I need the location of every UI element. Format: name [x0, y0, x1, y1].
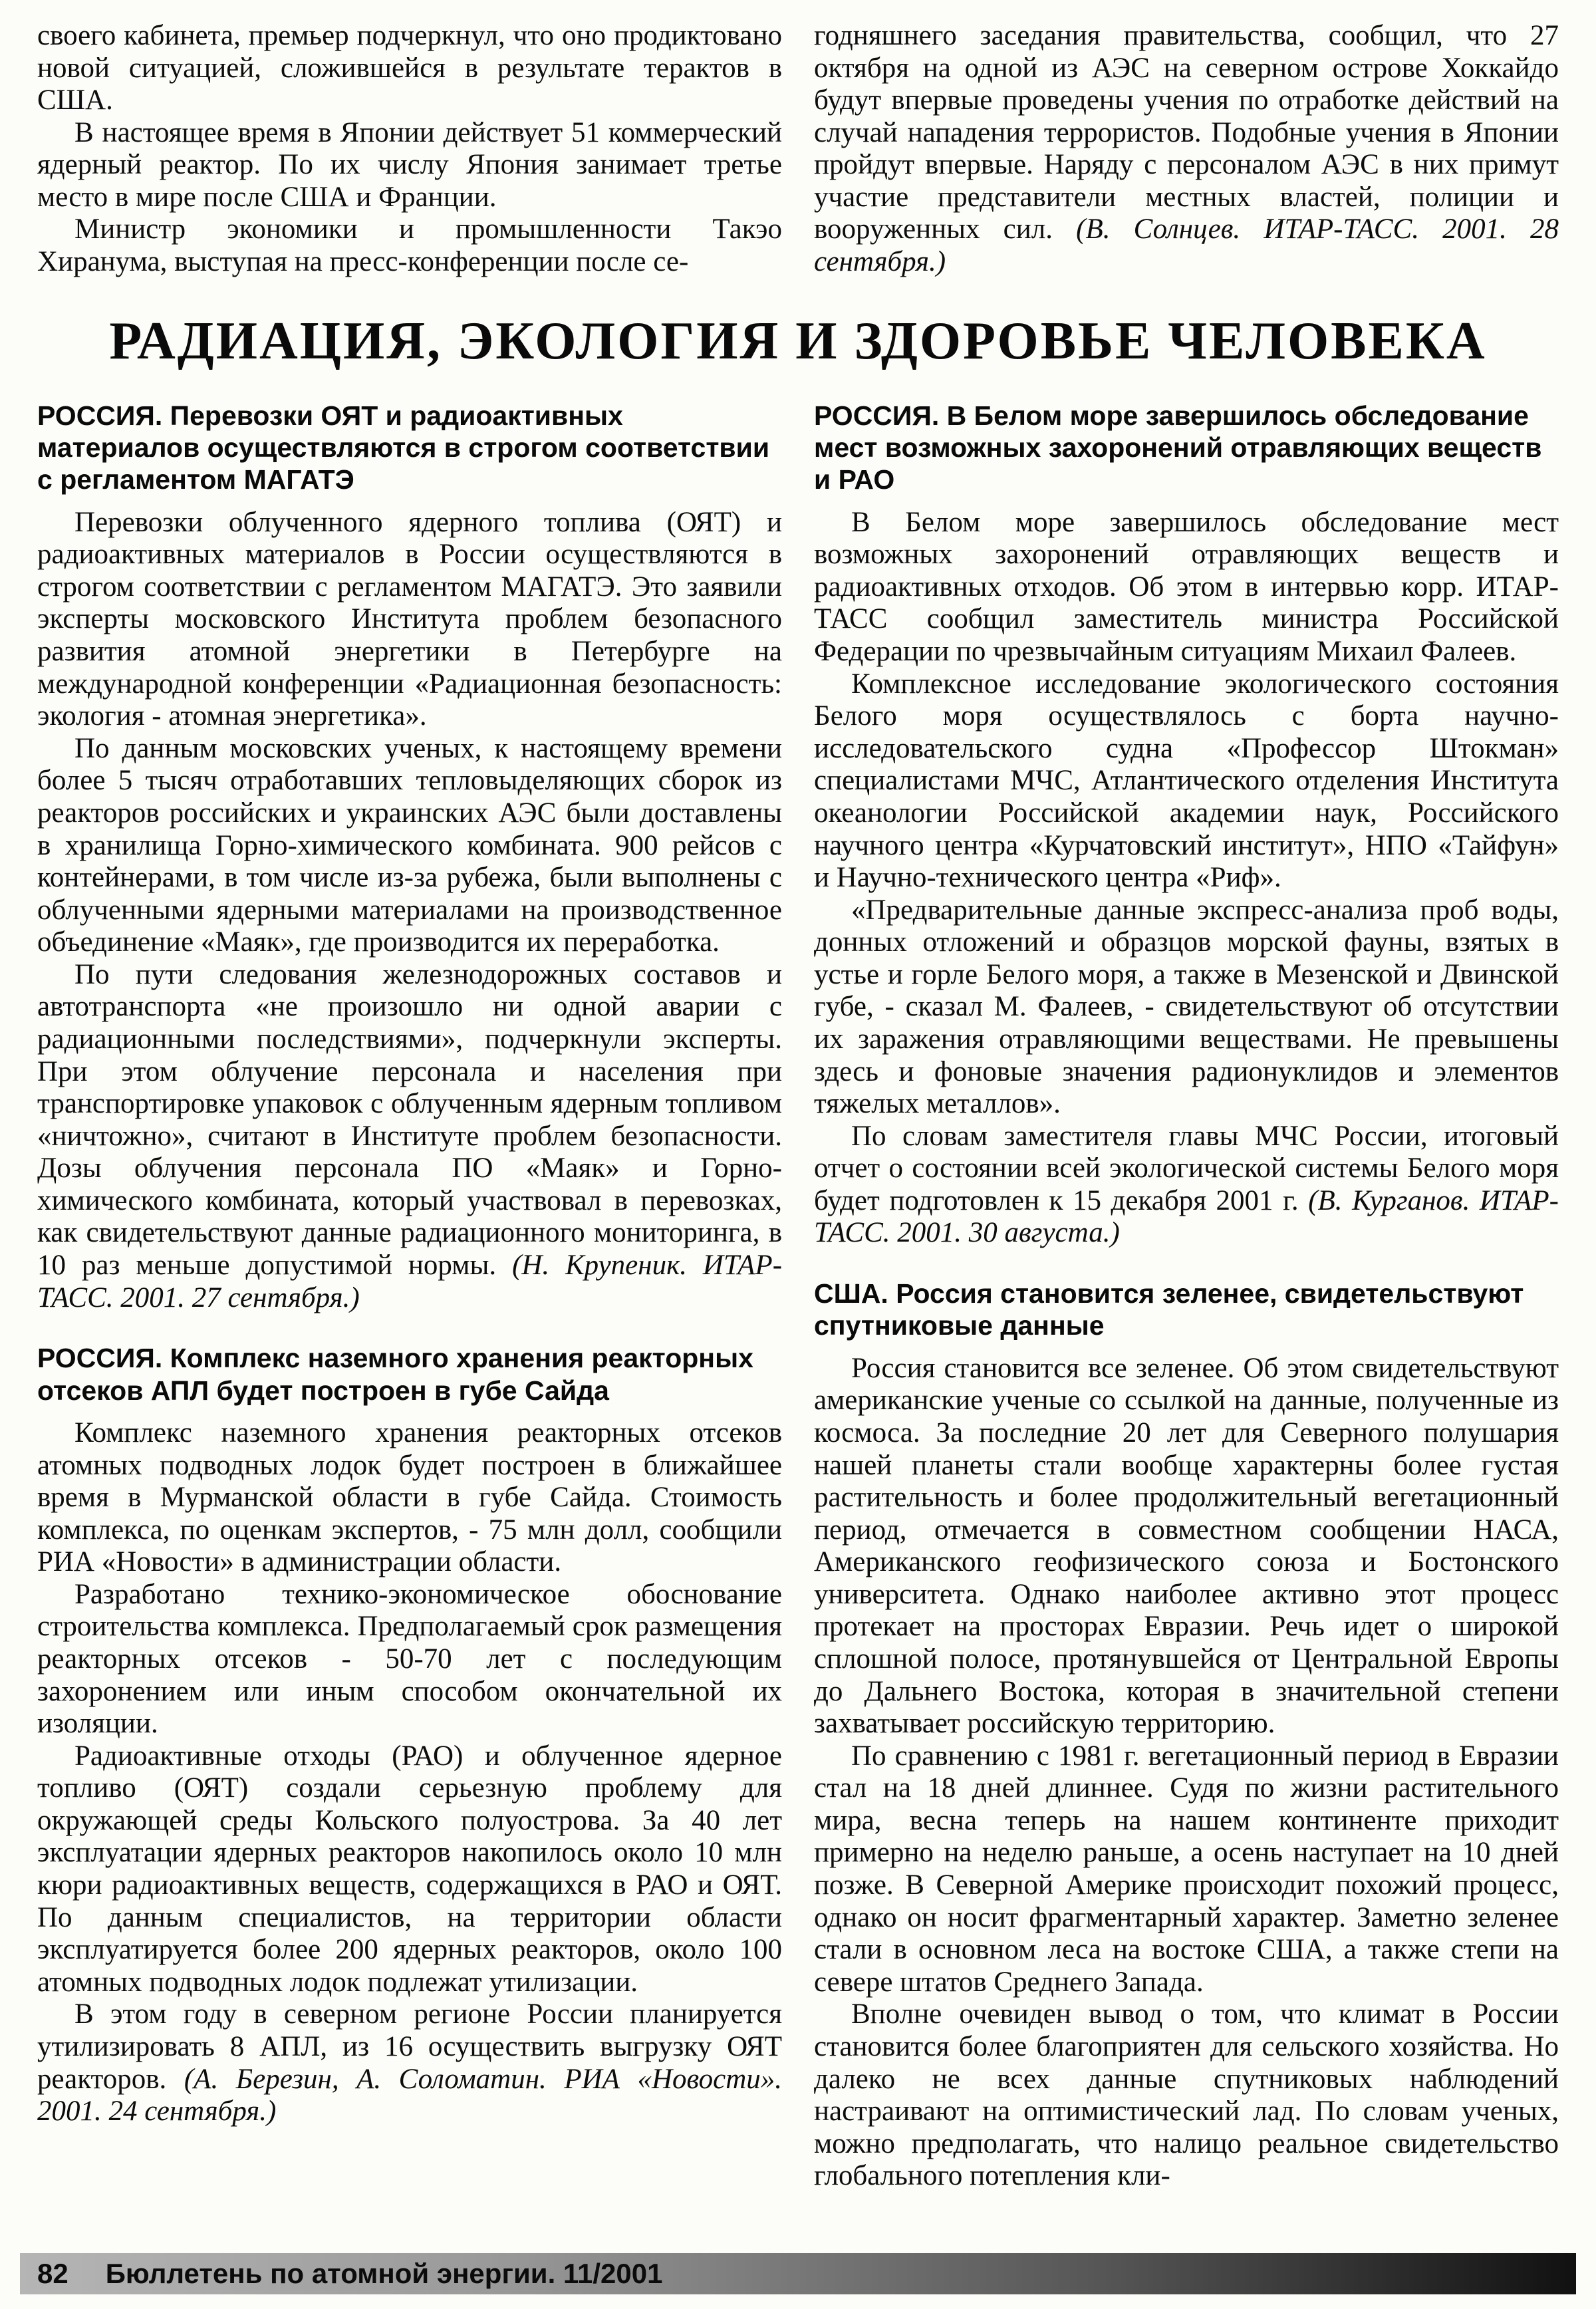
paragraph-text: Радиоактивные отходы (РАО) и облученное ядерное топливо (ОЯТ) создали серьезную проблему для окружающей среды Кольского полуострова. За 40 лет эксплуатации ядерных реакторов накопилось около 10 млн кюри радиоактивных веществ, содержащихся в РАО и ОЯТ. По данным специалистов, на территории области эксплуатируется более 200 ядерных реакторов, около 100 атомных подводных лодок подлежат утилизации.: [37, 1740, 782, 1998]
article-paragraph: [37, 507, 782, 733]
article-paragraph: [814, 507, 1559, 668]
article-paragraph: [814, 894, 1559, 1121]
paragraph-text: Комплексное исследование экологического состояния Белого моря осуществлялось с борта научно-исследовательского судна «Профессор Штокман» специалистами МЧС, Атлантического отделения Института океанологии Российской академии наук, Российского научного центра «Курчатовский институт», НПО «Тайфун» и Научно-технического центра «Риф».: [814, 668, 1559, 894]
footer-title: Бюллетень по атомной энергии. 11/2001: [105, 2258, 663, 2289]
article-paragraph: [814, 1353, 1559, 1740]
paragraph-text: Перевозки облученного ядерного топлива (ОЯТ) и радиоактивных материалов в России осуществляются в строгом соответствии с регламентом МАГАТЭ. Это заявили эксперты московского Института проблем безопасного развития атомной энергетики в Петербурге на международной конференции «Радиационная безопасность: экология - атомная энергетика».: [37, 506, 782, 732]
article-paragraph: [814, 1121, 1559, 1250]
article-heading: РОССИЯ. Перевозки ОЯТ и радиоактивных материалов осуществляются в строгом соответствии с регламентом МАГАТЭ: [37, 400, 770, 495]
article-beloe-more: [814, 400, 1559, 1250]
article-paragraph: [37, 1579, 782, 1740]
paragraph-text: годняшнего заседания правительства, сообщил, что 27 октября на одной из АЭС на северном острове Хоккайдо будут впервые проведены учения по отработке действий на случай нападения террористов. Подобные учения в Японии пройдут впервые. Наряду с персоналом АЭС в них примут участие представители местных властей, полиции и вооруженных сил.: [814, 20, 1559, 245]
article-paragraph: [814, 1740, 1559, 1999]
article-paragraph: [37, 1740, 782, 1999]
paragraph-text: своего кабинета, премьер подчеркнул, что оно продиктовано новой ситуацией, сложившейся в результате терактов в США.: [37, 20, 782, 116]
article-paragraph: [814, 668, 1559, 894]
paragraph-text: По пути следования железнодорожных составов и автотранспорта «не произошло ни одной аварии с радиационными последствиями», подчеркнули эксперты. При этом облучение персонала и населения при транспортировке упаковок с облученным ядерным топливом «ничтожно», считают в Институте проблем безопасности. Дозы облучения персонала ПО «Маяк» и Горно-химического комбината, который участвовал в перевозках, как свидетельствуют данные радиационного мониторинга, в 10 раз меньше допустимой нормы.: [37, 958, 782, 1282]
article-paragraph: [37, 959, 782, 1314]
paragraph-text: Вполне очевиден вывод о том, что климат в России становится более благоприятен для сельского хозяйства. Но далеко не всех данные спутниковых наблюдений настраивают на оптимистический лад. По словам ученых, можно предполагать, что налицо реальное свидетельство глобального потепления кли-: [814, 1998, 1559, 2192]
citation: (В. Солнцев. ИТАР-ТАСС. 2001. 28 сентября.): [814, 213, 1559, 278]
citation: (Н. Крупеник. ИТАР-ТАСС. 2001. 27 сентября.): [37, 1250, 783, 1313]
paragraph-text: По словам заместителя главы МЧС России, итоговый отчет о состоянии всей экологической системы Белого моря будет подготовлен к 15 декабря 2001 г.: [814, 1120, 1559, 1216]
intro-paragraph: [37, 213, 782, 278]
citation: (А. Березин, А. Соломатин. РИА «Новости». 2001. 24 сентября.): [37, 2063, 783, 2127]
paragraph-text: В этом году в северном регионе России планируется утилизировать 8 АПЛ, из 16 осуществить выгрузку ОЯТ реакторов.: [37, 1998, 782, 2095]
footer-bar: [20, 2253, 1576, 2294]
citation: (В. Курганов. ИТАР-ТАСС. 2001. 30 августа.): [814, 1184, 1559, 1249]
section-title: РАДИАЦИЯ, ЭКОЛОГИЯ И ЗДОРОВЬЕ ЧЕЛОВЕКА: [109, 311, 1487, 370]
paragraph-text: По сравнению с 1981 г. вегетационный период в Евразии стал на 18 дней длиннее. Судя по жизни растительного мира, весна теперь на нашем континенте приходит примерно на неделю раньше, а осень наступает на 10 дней позже. В Северной Америке происходит похожий процесс, однако он носит фрагментарный характер. Заметно зеленее стали в основном леса на востоке США, а также степи на севере штатов Среднего Запада.: [814, 1740, 1559, 1998]
left-column: [37, 400, 782, 2193]
article-heading: США. Россия становится зеленее, свидетельствуют спутниковые данные: [814, 1278, 1524, 1341]
intro-left-column: [37, 20, 782, 279]
paragraph-text: В Белом море завершилось обследование мест возможных захоронений отравляющих веществ и радиоактивных отходов. Об этом в интервью корр. ИТАР-ТАСС сообщил заместитель министра Российской Федерации по чрезвычайным ситуациям Михаил Фалеев.: [814, 506, 1559, 668]
article-heading: РОССИЯ. В Белом море завершилось обследование мест возможных захоронений отравляющих веществ и РАО: [814, 400, 1542, 495]
article-paragraph: [814, 1998, 1559, 2192]
article-paragraph: [37, 1417, 782, 1579]
paragraph-text: В настоящее время в Японии действует 51 коммерческий ядерный реактор. По их числу Япония занимает третье место в мире после США и Франции.: [37, 116, 782, 213]
article-paragraph: [37, 1998, 782, 2127]
article-paragraph: [37, 733, 782, 959]
intro-right-column: [814, 20, 1559, 279]
paragraph-text: По данным московских ученых, к настоящему времени более 5 тысяч отработавших тепловыделяющих сборок из реакторов российских и украинских АЭС были доставлены в хранилища Горно-химического комбината. 900 рейсов с контейнерами, в том числе из-за рубежа, были выполнены с облученными ядерными материалами на производственное объединение «Маяк», где производится их переработка.: [37, 732, 782, 958]
article-sayda-complex: [37, 1342, 782, 2127]
article-usa-greener: [814, 1278, 1559, 2193]
intro-paragraph: [37, 117, 782, 214]
intro-paragraph: [814, 20, 1559, 279]
intro-paragraph: [37, 20, 782, 117]
articles-section: [37, 400, 1559, 2193]
right-column: [814, 400, 1559, 2193]
page-number: 82: [37, 2258, 68, 2289]
paragraph-text: Разработано технико-экономическое обоснование строительства комплекса. Предполагаемый срок размещения реакторных отсеков - 50-70 лет с последующим захоронением или иным способом окончательной их изоляции.: [37, 1578, 782, 1740]
intro-continuation-section: [37, 20, 1559, 279]
paragraph-text: «Предварительные данные экспресс-анализа проб воды, донных отложений и образцов морской фауны, взятых в устье и горле Белого моря, а также в Мезенской и Двинской губе, - сказал М. Фалеев, - свидетельствуют об отсутствии их заражения отравляющими веществами. Не превышены здесь и фоновые значения радионуклидов и элементов тяжелых металлов».: [814, 894, 1559, 1120]
article-oyat-magate: [37, 400, 782, 1315]
article-heading: РОССИЯ. Комплекс наземного хранения реакторных отсеков АПЛ будет построен в губе Сайда: [37, 1343, 753, 1406]
paragraph-text: Министр экономики и промышленности Такэо Хиранума, выступая на пресс-конференции после се-: [37, 213, 782, 278]
paragraph-text: Комплекс наземного хранения реакторных отсеков атомных подводных лодок будет построен в ближайшее время в Мурманской области в губе Сайда. Стоимость комплекса, по оценкам экспертов, - 75 млн долл, сообщили РИА «Новости» в администрации области.: [37, 1417, 782, 1578]
paragraph-text: Россия становится все зеленее. Об этом свидетельствуют американские ученые со ссылкой на данные, полученные из космоса. За последние 20 лет для Северного полушария нашей планеты стали вообще характерны более густая растительность и более продолжительный вегетационный период, отмечается в совместном сообщении НАСА, Американского геофизического союза и Бостонского университета. Однако наиболее активно этот процесс протекает на просторах Евразии. Речь идет о широкой сплошной полосе, протянувшейся от Центральной Европы до Дальнего Востока, которая в значительной степени захватывает российскую территорию.: [814, 1352, 1559, 1740]
